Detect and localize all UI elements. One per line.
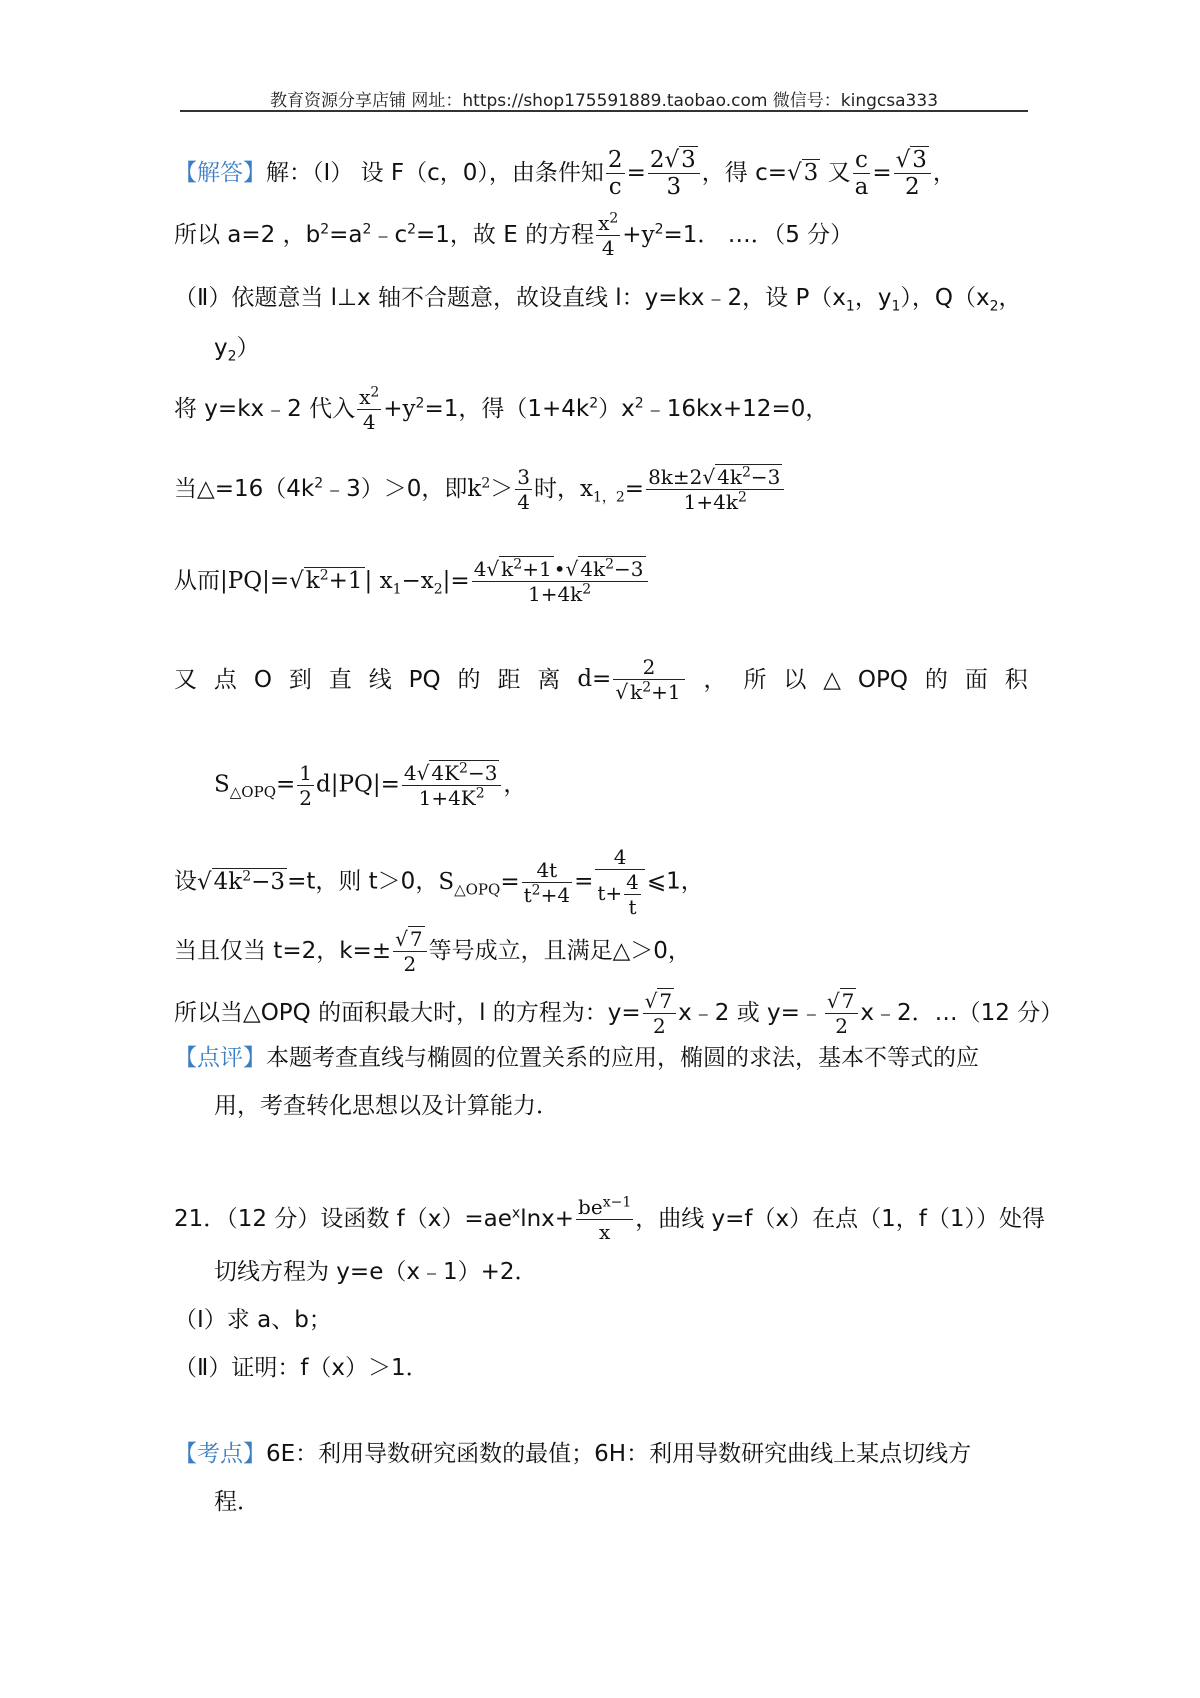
kaodian-line-2: 程． bbox=[214, 1489, 260, 1515]
fraction-distance-d: $\frac{2}{√ k^2+1}$ bbox=[613, 656, 684, 703]
header-divider bbox=[180, 110, 1028, 112]
fraction-2-over-c: $\frac{2}{c}$ bbox=[607, 147, 623, 200]
fraction-2sqrt3-over-3: $\frac{2√3}{3}$ bbox=[648, 148, 700, 199]
fraction-area: $\frac{4√ 4K^2-3}{1+4K^2}$ bbox=[402, 762, 502, 809]
solution-line-2: 所以 a=2 ，$b^2=a^2﹣c^2=1$，故 E 的方程 $\frac{x^2}{4}$ $+y^2=1$． …．（5 分） bbox=[174, 210, 854, 260]
solution-line-9: 设$√4k^2-3=t$，则 t＞0，$S_{\triangle OPQ}=$ $\frac{4t}{t^2+4}$ = 4 t+ $\frac{4}{t}$ ⩽1， bbox=[174, 845, 704, 919]
comment-line-1: 【点评】本题考查直线与椭圆的位置关系的应用，椭圆的求法，基本不等式的应 bbox=[174, 1045, 979, 1071]
fraction-one-half: $\frac{1}{2}$ bbox=[299, 761, 313, 810]
fraction-sqrt7-over-2: $\frac{√ 7}{2}$ bbox=[643, 990, 676, 1037]
solution-line-6: 从而$|PQ|=√k^2+1|$ $x_1-x_2|=$ $\frac{4√ k^2+1 •√ 4k^2-3}{1+4k^2}$ bbox=[174, 558, 650, 605]
problem-21-part-1: （Ⅰ）求 a、b； bbox=[174, 1307, 332, 1333]
solution-line-3: （Ⅱ）依题意当 l⊥x 轴不合题意，故设直线 l：y=kx﹣2，设 $P(x_1$，$y_1$），$Q(x_2$， bbox=[174, 285, 1022, 315]
solution-line-5: 当$\triangle=16(4k^2﹣3)>0$，即$k^2>$ $\frac{3}{4}$ 时，$x_{1,2}=$ $\frac{8k\pm 2√ 4k^2-3}{1+4k^2}$ bbox=[174, 466, 786, 513]
solution-tag: 【解答】 bbox=[174, 160, 266, 186]
fraction-4t-over-t2-plus-4: $\frac{4t}{t^2+4}$ bbox=[523, 857, 571, 907]
comment-line-2: 用，考查转化思想以及计算能力． bbox=[214, 1093, 559, 1119]
problem-21-line-2: 切线方程为 y=e（x﹣1）+2． bbox=[214, 1259, 538, 1285]
fraction-root-formula: $\frac{8k\pm 2√ 4k^2-3}{1+4k^2}$ bbox=[646, 466, 784, 513]
solution-line-1: 【解答】解：（Ⅰ） 设 F（c，0），由条件知 $\frac{2}{c}$ = $\frac{2√3}{3}$ ，得 c=√3 又 $\frac{c}{a}$ = $\frac{√3}{2}$ ， bbox=[174, 147, 956, 200]
fraction-x2-over-4: $\frac{x^2}{4}$ bbox=[598, 210, 619, 260]
solution-line-7: 又 点 O 到 直 线 PQ 的 距 离 d= $\frac{2}{√ k^2+1}$ ， 所 以 △ OPQ 的 面 积 bbox=[174, 655, 1028, 704]
fraction-be-over-x: $\frac{be^{x-1}}{x}$ bbox=[578, 1194, 632, 1244]
sqrt-3: √3 bbox=[787, 160, 819, 186]
solution-line-10: 当且仅当 t=2，k=± $\frac{√ 7}{2}$ 等号成立，且满足△＞0， bbox=[174, 927, 691, 976]
fraction-c-over-a: $\frac{c}{a}$ bbox=[854, 147, 869, 200]
solution-line-4: 将 y=kx﹣2 代入 $\frac{x^2}{4}$ $+y^2=1$，得$(1+4k^2)x^2﹣16kx+12=0$， bbox=[174, 384, 829, 434]
solution-line-11: 所以当△OPQ 的面积最大时，l 的方程为：y= $\frac{√ 7}{2}$ x﹣2 或 y=﹣ $\frac{√ 7}{2}$ x﹣2．…（12 分） bbox=[174, 989, 1064, 1038]
problem-21-line-1: 21．（12 分）设函数 $f(x)=ae^x\ln x+$ $\frac{be^{x-1}}{x}$ ，曲线 y=f（x）在点（1，f（1））处得 bbox=[174, 1194, 1046, 1244]
fraction-sqrt7-over-2-negative: $\frac{√ 7}{2}$ bbox=[825, 990, 858, 1037]
problem-21-part-2: （Ⅱ）证明：f（x）＞1． bbox=[174, 1355, 429, 1381]
kaodian-line-1: 【考点】6E：利用导数研究函数的最值；6H：利用导数研究曲线上某点切线方 bbox=[174, 1441, 972, 1467]
solution-line-8: $S_{\triangle OPQ}=$ $\frac{1}{2}$ d|PQ|= $\frac{4√ 4K^2-3}{1+4K^2}$ ， bbox=[214, 760, 527, 810]
fraction-4-over-t-plus-4-over-t: 4 t+ $\frac{4}{t}$ bbox=[595, 846, 645, 918]
fraction-pq-length: $\frac{4√ k^2+1 •√ 4k^2-3}{1+4k^2}$ bbox=[472, 558, 648, 605]
fraction-x2-over-4: $\frac{x^2}{4}$ bbox=[359, 384, 380, 434]
solution-line-3b: $y_2$） bbox=[214, 335, 260, 365]
fraction-sqrt7-over-2: $\frac{√ 7}{2}$ bbox=[393, 928, 426, 975]
page-header: 教育资源分享店铺 网址：https://shop175591889.taobao.com 微信号：kingcsa333 bbox=[269, 91, 939, 111]
fraction-sqrt3-over-2: $\frac{√3}{2}$ bbox=[894, 148, 931, 199]
comment-tag: 【点评】 bbox=[174, 1045, 266, 1071]
kaodian-tag: 【考点】 bbox=[174, 1441, 266, 1467]
fraction-3-over-4: $\frac{3}{4}$ bbox=[517, 465, 530, 514]
